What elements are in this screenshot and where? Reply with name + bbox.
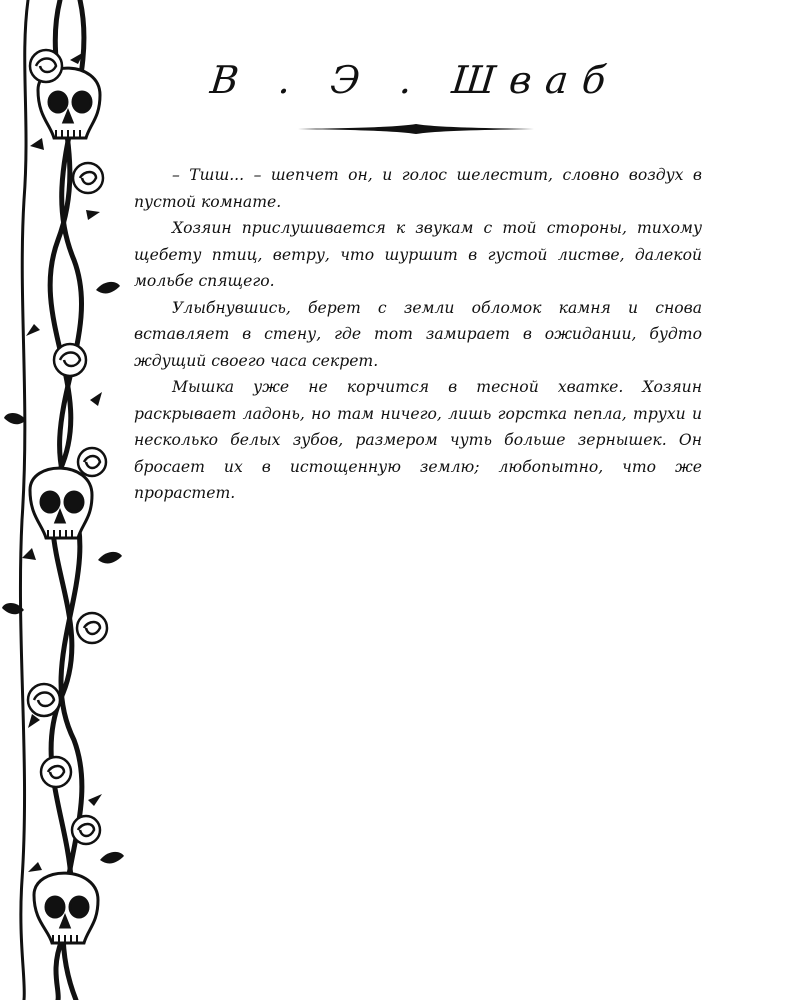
- paragraph: Мышка уже не корчится в тесной хватке. Хозяин раскрывает ладонь, но там ничего, лишь горстка пепла, трухи и несколько белых зубов, размером чуть больше зернышек. Он бросает их в истощенную землю; любопытно, что же прорастет.: [134, 378, 702, 502]
- page-header: [180, 58, 650, 102]
- author-name: В . Э . Шваб: [208, 58, 622, 102]
- skull-icon: [30, 468, 92, 538]
- skull-icon: [34, 873, 98, 943]
- paragraph: Хозяин прислушивается к звукам с той стороны, тихому щебету птиц, ветру, что шуршит в густой листве, далекой мольбе спящего.: [134, 219, 702, 290]
- paragraph: Улыбнувшись, берет с земли обломок камня и снова вставляет в стену, где тот замирает в ожидании, будто ждущий своего часа секрет.: [134, 298, 702, 370]
- page-body-text: [134, 162, 702, 507]
- paragraph: – Тшш... – шепчет он, и голос шелестит, словно воздух в пустой комнате.: [134, 166, 702, 211]
- skull-rose-border-ornament: [0, 0, 128, 1000]
- ornamental-divider: [298, 122, 534, 136]
